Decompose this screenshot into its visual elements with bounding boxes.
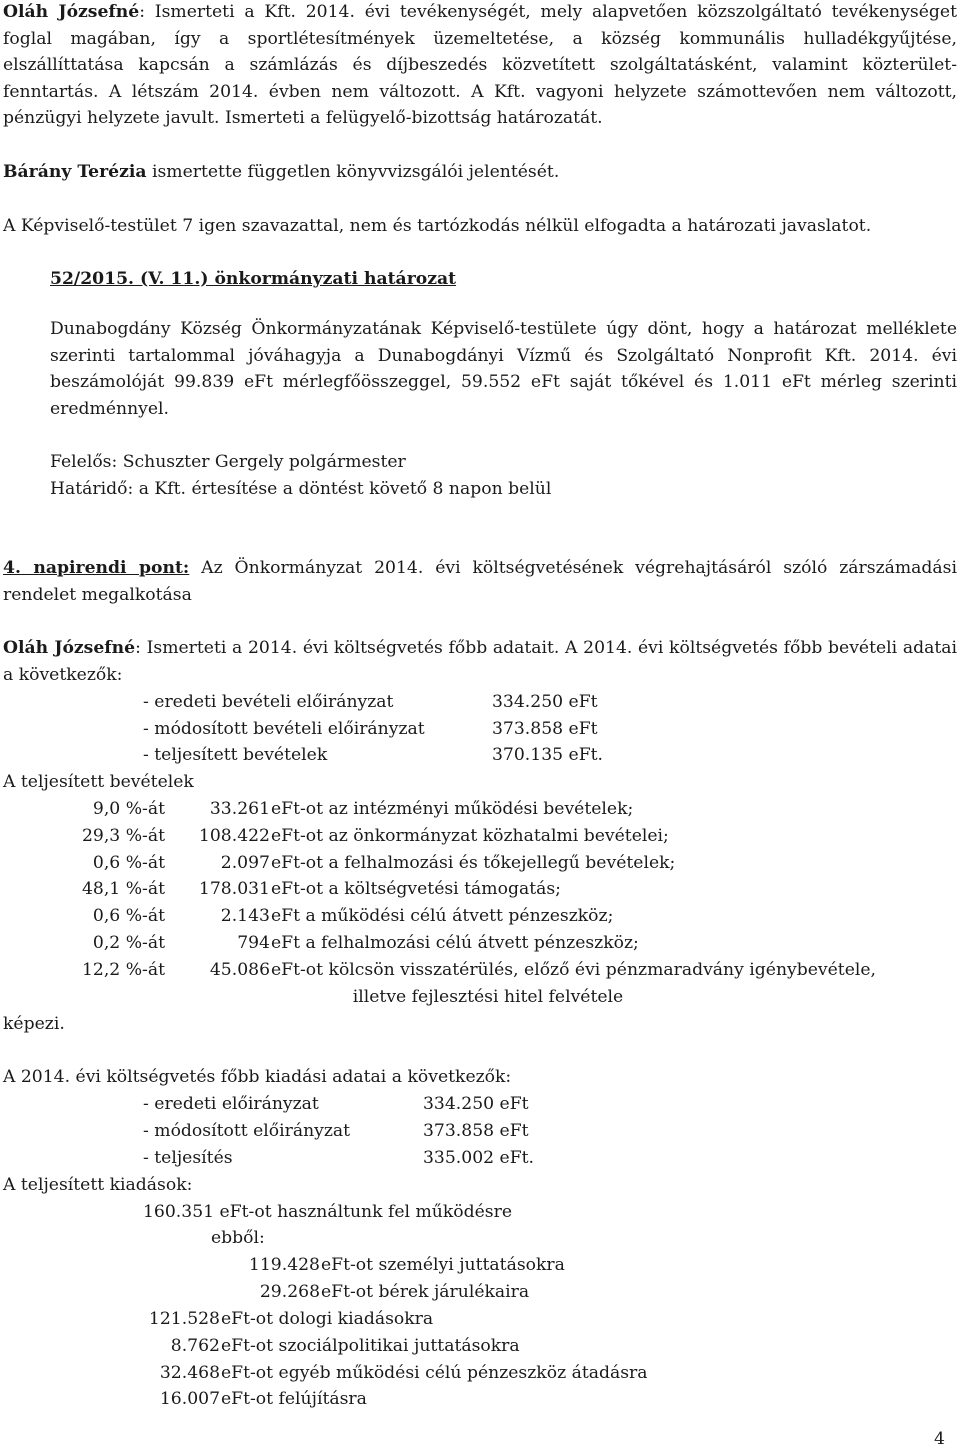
expense-amount: 16.007 (159, 1389, 220, 1409)
revenue-pct: 0,6 %-át (92, 906, 165, 926)
revenue-pct: 0,2 %-át (92, 933, 165, 953)
vote-paragraph: A Képviselő-testület 7 igen szavazattal, nem és tartózkodás nélkül elfogadta a határozati javaslatot. (3, 216, 872, 236)
revenue-desc: eFt-ot az önkormányzat közhatalmi bevételei; (271, 826, 669, 846)
expense-summary-label: - teljesítés (143, 1148, 233, 1168)
revenue-summary-label: - módosított bevételi előirányzat (143, 719, 425, 739)
expense-summary-label: - eredeti előirányzat (143, 1094, 319, 1114)
expense-amount: 119.428 (248, 1255, 320, 1275)
expense-title: A 2014. évi költségvetés főbb kiadási adatai a következők: (3, 1067, 512, 1087)
revenue-summary-value: 373.858 eFt (492, 719, 598, 739)
agenda-label: 4. napirendi pont: (3, 558, 190, 578)
resolution-responsible: Felelős: Schuszter Gergely polgármester (50, 452, 406, 472)
revenue-summary-label: - teljesített bevételek (143, 745, 328, 765)
expense-amount: 32.468 (159, 1363, 220, 1383)
expense-amount: 29.268 (259, 1282, 320, 1302)
expense-summary-value: 334.250 eFt (423, 1094, 529, 1114)
auditor-paragraph (3, 159, 957, 186)
expense-breakdown-title: A teljesített kiadások: (3, 1175, 193, 1195)
expense-desc: eFt-ot dologi kiadásokra (221, 1309, 434, 1329)
revenue-desc: eFt-ot az intézményi működési bevételek; (271, 799, 634, 819)
expense-desc: eFt-ot használtunk fel működésre (214, 1202, 513, 1222)
speaker-name-2: Oláh Józsefné (3, 638, 136, 658)
revenue-breakdown-title: A teljesített bevételek (3, 772, 194, 792)
revenue-pct: 0,6 %-át (92, 853, 165, 873)
expense-desc: eFt-ot egyéb működési célú pénzeszköz átadásra (221, 1363, 648, 1383)
revenue-summary-value: 370.135 eFt. (492, 745, 604, 765)
revenue-amount: 33.261 (209, 799, 270, 819)
resolution-deadline: Határidő: a Kft. értesítése a döntést követő 8 napon belül (50, 479, 552, 499)
revenue-desc: eFt-ot a felhalmozási és tőkejellegű bevételek; (271, 853, 676, 873)
revenue-pct: 29,3 %-át (81, 826, 165, 846)
speaker-name: Oláh Józsefné (3, 2, 140, 22)
budget-intro-paragraph (3, 635, 957, 688)
revenue-pct: 48,1 %-át (81, 879, 165, 899)
revenue-breakdown-end: képezi. (3, 1014, 65, 1034)
revenue-desc: eFt a felhalmozási célú átvett pénzeszköz; (271, 933, 639, 953)
expense-desc: eFt-ot bérek járulékaira (321, 1282, 530, 1302)
intro-text: : Ismerteti a Kft. 2014. évi tevékenységét, mely alapvetően közszolgáltató tevékenységet foglal magában, így a sportlétesítmények üzemeltetése, a község kommunális hulladékgyűjtése, elszállíttatása kapcsán a számlázás és díjbeszedés közvetített szolgáltatásként, valamint közterület-fenntartás. A létszám 2014. évben nem változott. A Kft. vagyoni helyzete számottevően nem változott, pénzügyi helyzete javult. Ismerteti a felügyelő-bizottság határozatát. (3, 2, 957, 128)
expense-amount: 121.528 (148, 1309, 220, 1329)
revenue-amount: 108.422 (198, 826, 270, 846)
expense-of-which: ebből: (211, 1228, 265, 1248)
page-number: 4 (934, 1429, 945, 1449)
expense-summary-value: 373.858 eFt (423, 1121, 529, 1141)
revenue-summary-value: 334.250 eFt (492, 692, 598, 712)
revenue-desc: eFt-ot kölcsön visszatérülés, előző évi pénzmaradvány igénybevétele, (271, 960, 876, 980)
resolution-title: 52/2015. (V. 11.) önkormányzati határozat (50, 269, 457, 289)
expense-amount: 8.762 (170, 1336, 220, 1356)
revenue-amount: 794 (237, 933, 270, 953)
intro-paragraph (3, 0, 957, 132)
expense-desc: eFt-ot szociálpolitikai juttatásokra (221, 1336, 520, 1356)
expense-desc: eFt-ot személyi juttatásokra (321, 1255, 565, 1275)
auditor-name: Bárány Terézia (3, 162, 147, 182)
revenue-desc-continuation: illetve fejlesztési hitel felvétele (352, 987, 624, 1007)
expense-summary-value: 335.002 eFt. (423, 1148, 535, 1168)
revenue-pct: 9,0 %-át (92, 799, 165, 819)
auditor-text: ismertette független könyvvizsgálói jelentését. (146, 162, 560, 182)
revenue-amount: 178.031 (198, 879, 270, 899)
revenue-amount: 2.143 (220, 906, 270, 926)
expense-summary-label: - módosított előirányzat (143, 1121, 351, 1141)
revenue-desc: eFt a működési célú átvett pénzeszköz; (271, 906, 614, 926)
resolution-body: Dunabogdány Község Önkormányzatának Képviselő-testülete úgy dönt, hogy a határozat melléklete szerinti tartalommal jóváhagyja a Dunabogdányi Vízmű és Szolgáltató Nonprofit Kft. 2014. évi beszámolóját 99.839 eFt mérlegfőösszeggel, 59.552 eFt saját tőkével és 1.011 eFt mérleg szerinti eredménnyel. (50, 319, 957, 419)
agenda-text: Az Önkormányzat 2014. évi költségvetésének végrehajtásáról szóló zárszámadási rendelet megalkotása (3, 558, 957, 605)
revenue-pct: 12,2 %-át (81, 960, 165, 980)
agenda-item (3, 555, 957, 608)
expense-desc: eFt-ot felújításra (221, 1389, 367, 1409)
revenue-summary-label: - eredeti bevételi előirányzat (143, 692, 394, 712)
revenue-amount: 45.086 (209, 960, 270, 980)
revenue-amount: 2.097 (220, 853, 270, 873)
expense-item (143, 1199, 512, 1226)
expense-amount: 160.351 (143, 1202, 215, 1222)
budget-intro-text: : Ismerteti a 2014. évi költségvetés főbb adatait. A 2014. évi költségvetés főbb bevételi adatai a következők: (3, 638, 957, 685)
revenue-desc: eFt-ot a költségvetési támogatás; (271, 879, 561, 899)
